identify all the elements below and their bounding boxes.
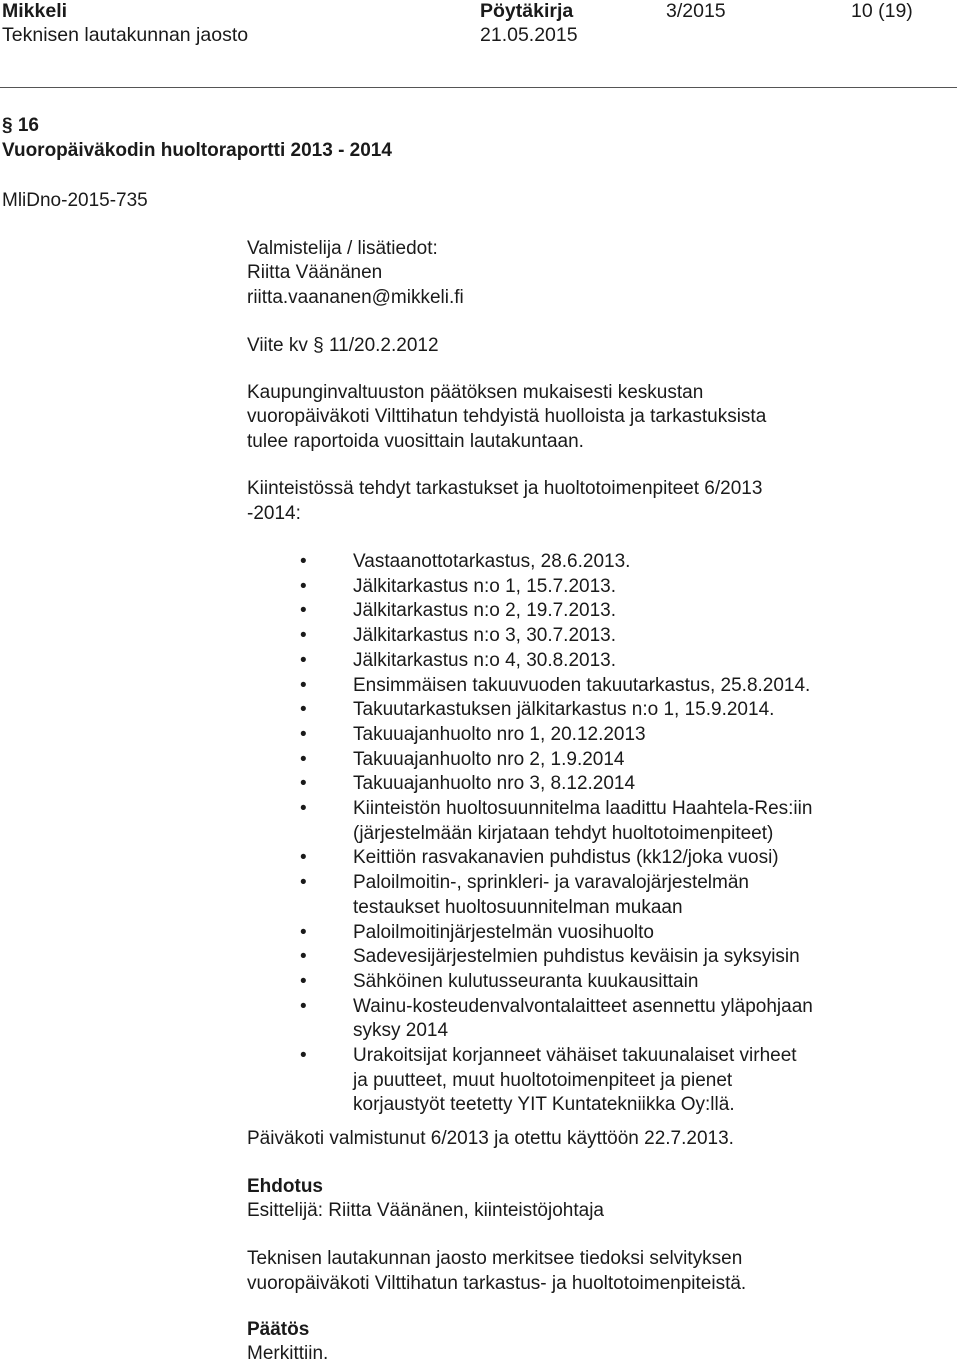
bullet-icon: •	[300, 773, 307, 795]
proposal-text: Teknisen lautakunnan jaosto merkitsee tiedoksi selvityksen	[247, 1248, 743, 1269]
list-item-text: ja puutteet, muut huoltotoimenpiteet ja pienet	[353, 1069, 733, 1091]
list-item	[300, 748, 940, 773]
list-item-text: Jälkitarkastus n:o 3, 30.7.2013.	[353, 625, 616, 647]
list-item-text: Jälkitarkastus n:o 4, 30.8.2013.	[353, 649, 616, 671]
list-item-text: Paloilmoitin-, sprinkleri- ja varavalojärjestelmän	[353, 872, 749, 894]
list-item	[300, 797, 940, 846]
bullet-icon: •	[300, 551, 307, 572]
list-item-text: Takuutarkastuksen jälkitarkastus n:o 1, 15.9.2014.	[353, 699, 775, 721]
list-item-text: testaukset huoltosuunnitelman mukaan	[353, 896, 683, 918]
decision-heading: Päätös	[247, 1319, 310, 1340]
preparer-label: Valmistelija / lisätiedot:	[247, 238, 438, 259]
list-item	[300, 723, 940, 748]
decision-text: Merkittiin.	[247, 1343, 329, 1364]
list-item-text: syksy 2014	[353, 1020, 449, 1042]
header-divider	[0, 87, 957, 88]
bullet-icon: •	[300, 872, 307, 894]
intro-line: Kaupunginvaltuuston päätöksen mukaisesti keskustan	[247, 382, 704, 403]
completion-note: Päiväkoti valmistunut 6/2013 ja otettu käyttöön 22.7.2013.	[247, 1128, 734, 1149]
list-item	[300, 921, 940, 946]
list-item-text: Sadevesijärjestelmien puhdistus keväisin ja syksyisin	[353, 946, 800, 968]
intro-line: tulee raportoida vuosittain lautakuntaan.	[247, 431, 584, 452]
list-item-text: Keittiön rasvakanavien puhdistus (kk12/joka vuosi)	[353, 847, 779, 869]
bullet-icon: •	[300, 847, 307, 869]
bullet-icon: •	[300, 600, 307, 622]
bullet-icon: •	[300, 995, 307, 1017]
intro-line: vuoropäiväkoti Vilttihatun tehdyistä huolloista ja tarkastuksista	[247, 406, 767, 427]
bullet-icon: •	[300, 674, 307, 696]
bullet-icon: •	[300, 748, 307, 770]
list-item	[300, 550, 940, 575]
list-item	[300, 674, 940, 699]
list-item	[300, 575, 940, 600]
bullet-icon: •	[300, 1045, 307, 1067]
bullet-icon: •	[300, 970, 307, 992]
reference: Viite kv § 11/20.2.2012	[247, 335, 439, 356]
list-item-text: Vastaanottotarkastus, 28.6.2013.	[353, 551, 631, 572]
section-title: Vuoropäiväkodin huoltoraportti 2013 - 2014	[2, 140, 392, 161]
list-item-text: Takuuajanhuolto nro 1, 20.12.2013	[353, 723, 646, 745]
page-number: 10 (19)	[851, 0, 913, 22]
list-item-text: Paloilmoitinjärjestelmän vuosihuolto	[353, 921, 654, 943]
list-item	[300, 624, 940, 649]
list-item-text: Jälkitarkastus n:o 1, 15.7.2013.	[353, 575, 616, 597]
presenter: Esittelijä: Riitta Väänänen, kiinteistöjohtaja	[247, 1200, 604, 1221]
list-item-text: Kiinteistön huoltosuunnitelma laadittu Haahtela-Res:iin	[353, 798, 813, 820]
list-item	[300, 871, 940, 920]
preparer-name: Riitta Väänänen	[247, 262, 383, 283]
issue-number: 3/2015	[666, 0, 726, 22]
bullet-icon: •	[300, 649, 307, 671]
list-item	[300, 846, 940, 871]
list-item	[300, 649, 940, 674]
list-item-text: korjaustyöt teetetty YIT Kuntatekniikka Oy:llä.	[353, 1094, 735, 1116]
preparer-email: riitta.vaananen@mikkeli.fi	[247, 287, 464, 308]
list-item-text: Wainu-kosteudenvalvontalaitteet asennettu yläpohjaan	[353, 995, 813, 1017]
list-item-text: Urakoitsijat korjanneet vähäiset takuunalaiset virheet	[353, 1045, 797, 1067]
bullet-icon: •	[300, 946, 307, 968]
list-item	[300, 772, 940, 797]
bullet-icon: •	[300, 699, 307, 721]
list-item	[300, 970, 940, 995]
list-item	[300, 599, 940, 624]
list-item	[300, 945, 940, 970]
bullet-icon: •	[300, 723, 307, 745]
list-item	[300, 698, 940, 723]
section-number: § 16	[2, 115, 39, 136]
list-item-text: Takuuajanhuolto nro 2, 1.9.2014	[353, 748, 625, 770]
list-item	[300, 1044, 940, 1118]
inspections-heading: Kiinteistössä tehdyt tarkastukset ja huoltotoimenpiteet 6/2013	[247, 478, 763, 499]
document-type: Pöytäkirja	[480, 0, 574, 22]
org-name: Mikkeli	[2, 0, 68, 22]
bullet-icon: •	[300, 798, 307, 820]
list-item-text: Ensimmäisen takuuvuoden takuutarkastus, 25.8.2014.	[353, 674, 811, 696]
list-item-text: (järjestelmään kirjataan tehdyt huoltotoimenpiteet)	[353, 822, 774, 844]
list-item-text: Jälkitarkastus n:o 2, 19.7.2013.	[353, 600, 616, 622]
bullet-icon: •	[300, 625, 307, 647]
list-item-text: Takuuajanhuolto nro 3, 8.12.2014	[353, 773, 636, 795]
inspections-heading: -2014:	[247, 503, 301, 524]
inspection-list	[300, 550, 940, 1118]
proposal-heading: Ehdotus	[247, 1176, 323, 1197]
bullet-icon: •	[300, 921, 307, 943]
diary-number: MliDno-2015-735	[2, 190, 148, 211]
committee-name: Teknisen lautakunnan jaosto	[2, 24, 249, 46]
list-item-text: Sähköinen kulutusseuranta kuukausittain	[353, 970, 699, 992]
proposal-text: vuoropäiväkoti Vilttihatun tarkastus- ja huoltotoimenpiteistä.	[247, 1273, 747, 1294]
list-item	[300, 995, 940, 1044]
bullet-icon: •	[300, 575, 307, 597]
meeting-date: 21.05.2015	[480, 24, 578, 46]
